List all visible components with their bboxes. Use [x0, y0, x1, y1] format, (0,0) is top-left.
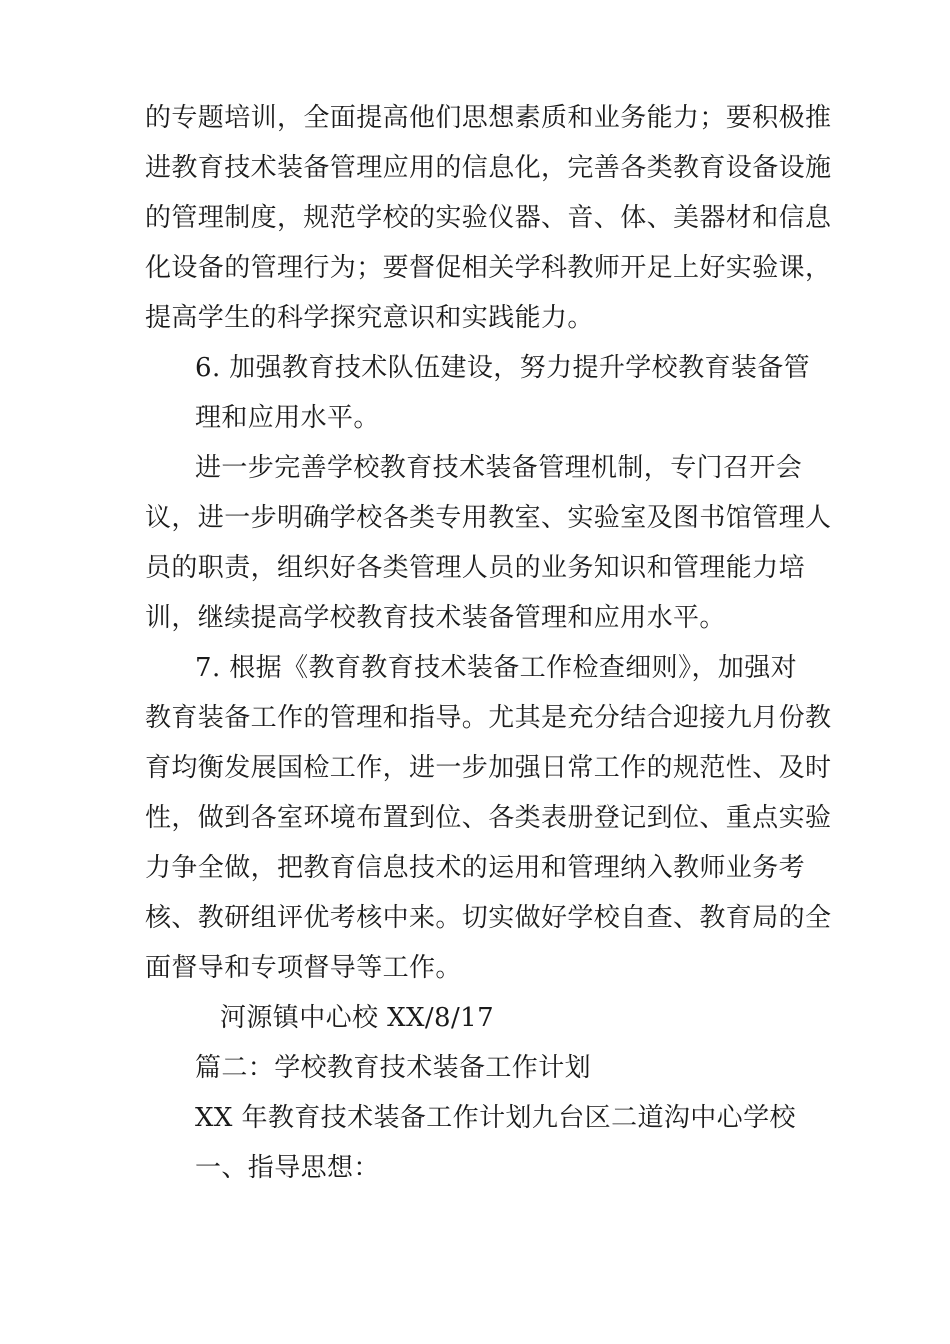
- signature-date: 河源镇中心校 XX/8/17: [220, 1003, 495, 1033]
- paragraph-line: 核、教研组评优考核中来。切实做好学校自查、教育局的全: [145, 903, 832, 933]
- paragraph-line: 育均衡发展国检工作，进一步加强日常工作的规范性、及时: [145, 753, 832, 783]
- paragraph-line: 训，继续提高学校教育技术装备管理和应用水平。: [145, 603, 726, 633]
- paragraph-line: 面督导和专项督导等工作。: [145, 953, 462, 983]
- section-heading-7: 7. 根据《教育教育技术装备工作检查细则》，加强对: [195, 653, 798, 683]
- paragraph-line: 提高学生的科学探究意识和实践能力。: [145, 303, 594, 333]
- paragraph-line: 化设备的管理行为；要督促相关学科教师开足上好实验课，: [145, 253, 832, 283]
- paragraph-line: 进一步完善学校教育技术装备管理机制，专门召开会: [195, 453, 803, 483]
- paragraph-line: 员的职责，组织好各类管理人员的业务知识和管理能力培: [145, 553, 806, 583]
- paragraph-line: 的管理制度，规范学校的实验仪器、音、体、美器材和信息: [145, 203, 832, 233]
- paragraph-line: 的专题培训，全面提高他们思想素质和业务能力；要积极推: [145, 103, 832, 133]
- section-heading-6-cont: 理和应用水平。: [195, 403, 380, 433]
- section-heading-6: 6. 加强教育技术队伍建设，努力提升学校教育装备管: [195, 353, 811, 383]
- chapter-title: 篇二：学校教育技术装备工作计划: [195, 1053, 592, 1083]
- plan-subtitle: XX 年教育技术装备工作计划九台区二道沟中心学校: [195, 1103, 796, 1133]
- paragraph-line: 教育装备工作的管理和指导。尤其是充分结合迎接九月份教: [145, 703, 832, 733]
- paragraph-line: 进教育技术装备管理应用的信息化，完善各类教育设备设施: [145, 153, 832, 183]
- paragraph-line: 议，进一步明确学校各类专用教室、实验室及图书馆管理人: [145, 503, 832, 533]
- paragraph-line: 性，做到各室环境布置到位、各类表册登记到位、重点实验: [145, 803, 832, 833]
- section-heading-guiding-ideology: 一、指导思想：: [195, 1153, 380, 1183]
- paragraph-line: 力争全做，把教育信息技术的运用和管理纳入教师业务考: [145, 853, 806, 883]
